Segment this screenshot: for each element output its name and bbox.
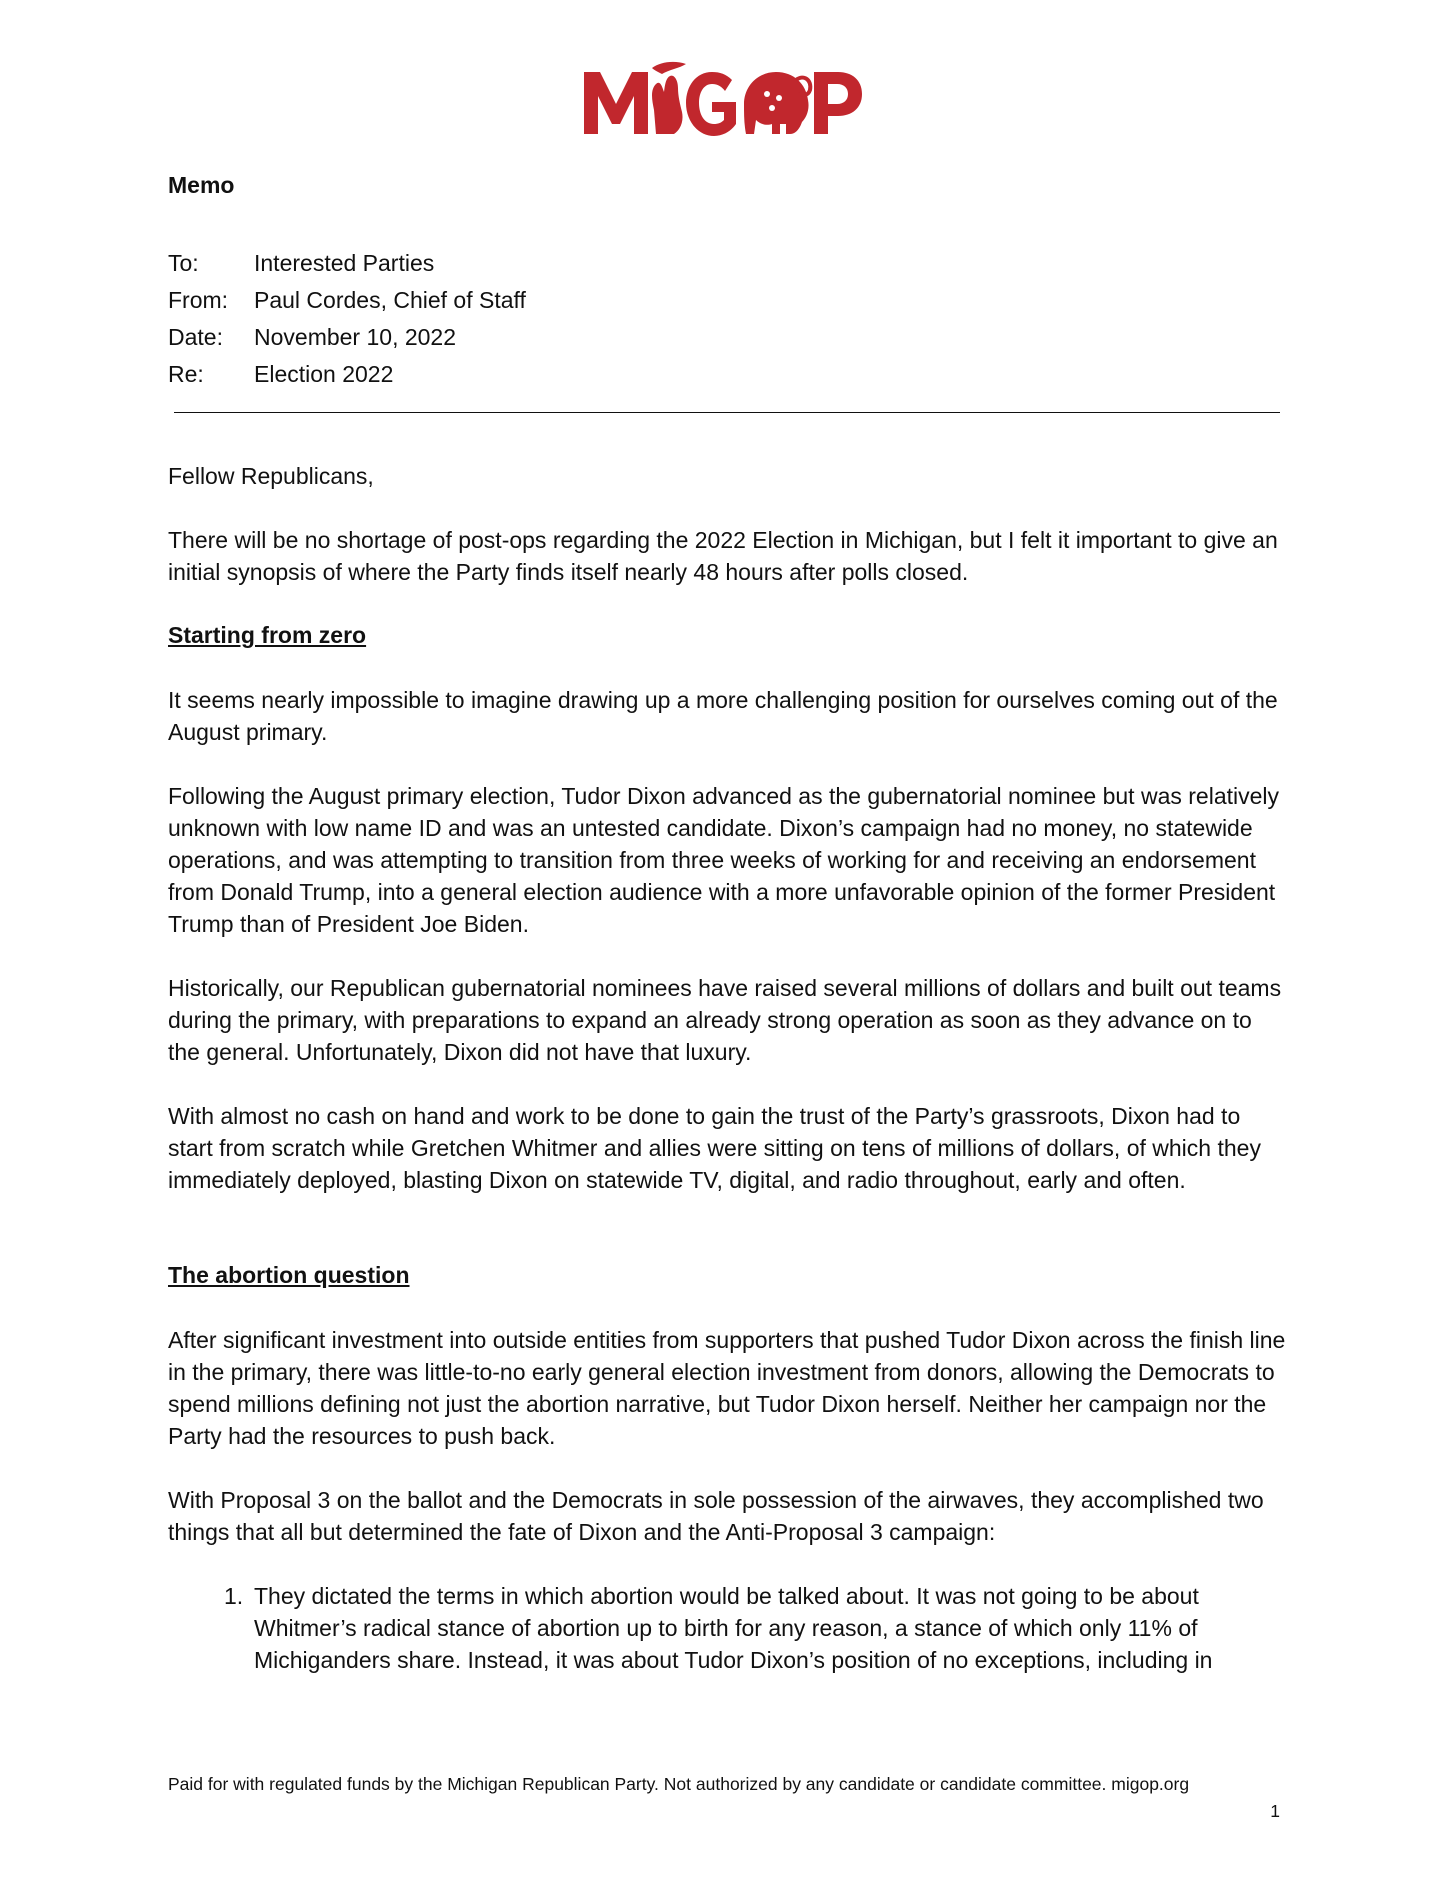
memo-label: Memo xyxy=(168,172,235,198)
paragraph: After significant investment into outside entities from supporters that pushed Tudor Dixon across the finish line in the primary, there was little-to-no early general election investment from donors, allowing the Democrats to spend millions defining not just the abortion narrative, but Tudor Dixon herself. Neither her campaign nor the Party had the resources to push back. xyxy=(168,1327,1286,1449)
paragraph: Following the August primary election, Tudor Dixon advanced as the gubernatorial nominee but was relatively unknown with low name ID and was an untested candidate. Dixon’s campaign had no money, no statewide operations, and was attempting to transition from three weeks of working for and receiving an endorsement from Donald Trump, into a general election audience with a more unfavorable opinion of the former President Trump than of President Joe Biden. xyxy=(168,783,1280,937)
footer-disclaimer: Paid for with regulated funds by the Michigan Republican Party. Not authorized by any candidate or candidate committee. migop.org xyxy=(168,1774,1190,1794)
list-item-text: They dictated the terms in which abortion would be talked about. It was not going to be about Whitmer’s radical stance of abortion up to birth for any reason, a stance of which only 11% of Michiganders share. Instead, it was about Tudor Dixon’s position of no exceptions, including in xyxy=(254,1583,1213,1673)
memo-to-value: Interested Parties xyxy=(254,250,435,276)
memo-re-key: Re: xyxy=(168,361,204,387)
paragraph: With almost no cash on hand and work to be done to gain the trust of the Party’s grassroots, Dixon had to start from scratch while Gretchen Whitmer and allies were sitting on tens of millions of dollars, of which they immediately deployed, blasting Dixon on statewide TV, digital, and radio throughout, early and often. xyxy=(168,1103,1261,1193)
section-heading-starting-from-zero: Starting from zero xyxy=(168,622,367,648)
memo-date-row xyxy=(168,319,526,356)
memo-to-key: To: xyxy=(168,250,199,276)
memo-date-key: Date: xyxy=(168,324,223,350)
paragraph: Historically, our Republican gubernatorial nominees have raised several millions of dollars and built out teams during the primary, with preparations to expand an already strong operation as soon as they advance on to the general. Unfortunately, Dixon did not have that luxury. xyxy=(168,975,1282,1065)
migop-logo xyxy=(582,50,864,140)
page-number: 1 xyxy=(1270,1801,1280,1821)
intro-paragraph: There will be no shortage of post-ops regarding the 2022 Election in Michigan, but I felt it important to give an initial synopsis of where the Party finds itself nearly 48 hours after polls closed. xyxy=(168,527,1278,585)
list-item xyxy=(168,1580,1290,1676)
salutation: Fellow Republicans, xyxy=(168,463,374,489)
memo-to-row xyxy=(168,245,526,282)
memo-re-row xyxy=(168,356,526,393)
paragraph: It seems nearly impossible to imagine drawing up a more challenging position for ourselves coming out of the August primary. xyxy=(168,687,1278,745)
memo-date-value: November 10, 2022 xyxy=(254,324,457,350)
memo-from-value: Paul Cordes, Chief of Staff xyxy=(254,287,526,313)
paragraph: With Proposal 3 on the ballot and the Democrats in sole possession of the airwaves, they accomplished two things that all but determined the fate of Dixon and the Anti-Proposal 3 campaign: xyxy=(168,1487,1264,1545)
memo-header xyxy=(168,245,526,393)
memo-re-value: Election 2022 xyxy=(254,361,394,387)
memo-from-key: From: xyxy=(168,287,229,313)
migop-logo-graphic xyxy=(582,50,864,140)
list-item-number: 1. xyxy=(224,1583,244,1609)
header-divider xyxy=(174,412,1280,413)
memo-from-row xyxy=(168,282,526,319)
section-heading-abortion-question: The abortion question xyxy=(168,1262,410,1288)
